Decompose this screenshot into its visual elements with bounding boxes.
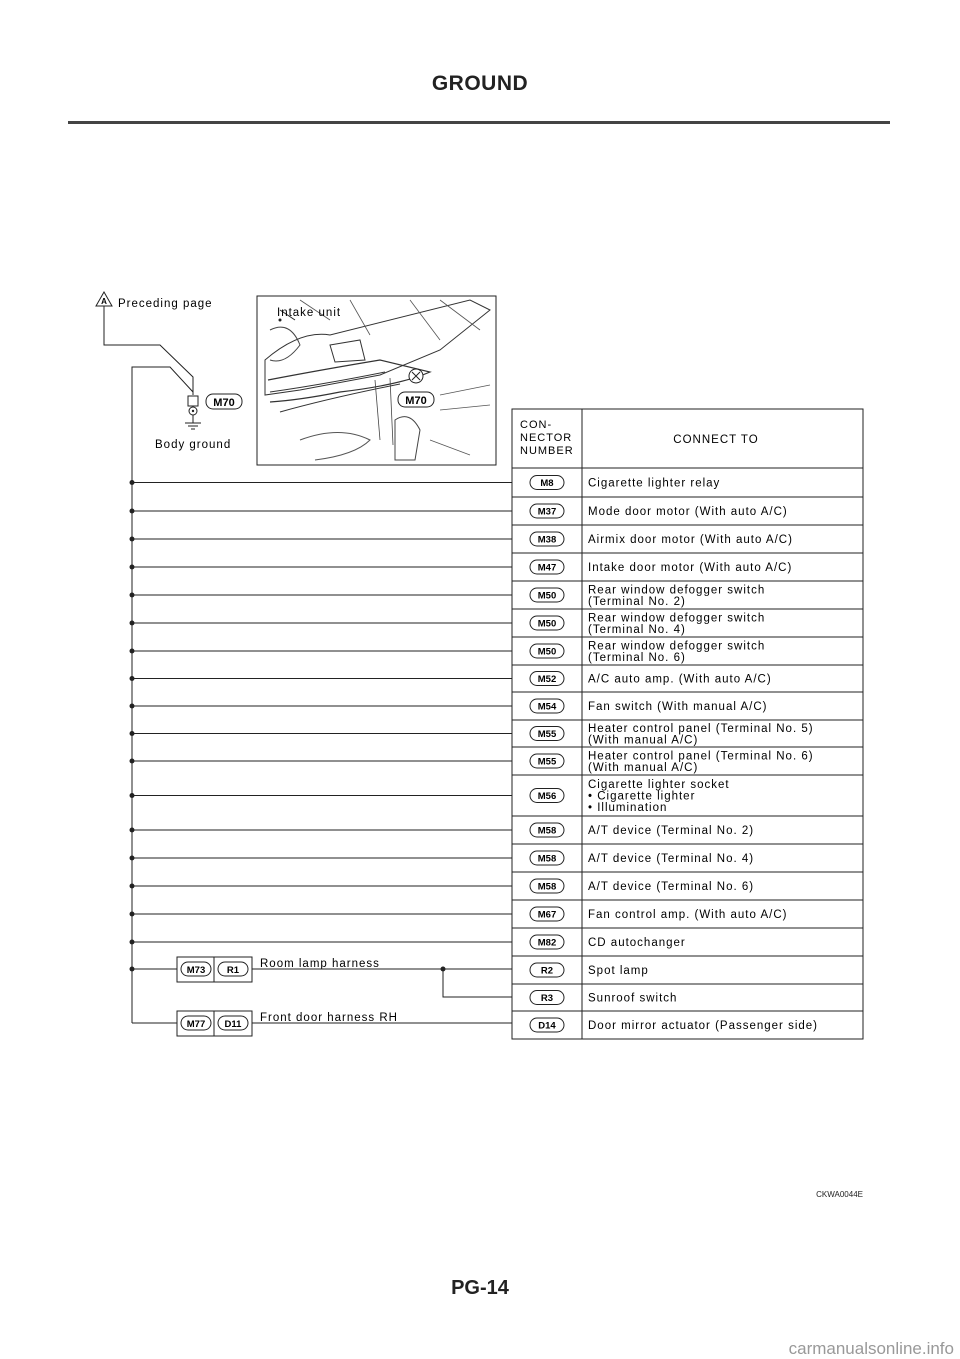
- connect-to-text: A/T device (Terminal No. 4): [588, 853, 755, 865]
- preceding-page-marker: [96, 292, 213, 310]
- connector-code: M52: [537, 674, 557, 685]
- connector-location-photo: [257, 296, 496, 465]
- table-row: [130, 907, 864, 928]
- connect-to-text: CD autochanger: [588, 937, 686, 949]
- harness-right-code: D11: [224, 1019, 242, 1030]
- preceding-page-label: Preceding page: [118, 298, 213, 310]
- table-row: [130, 699, 864, 720]
- body-ground-label: Body ground: [155, 439, 232, 451]
- harness-label: Room lamp harness: [260, 958, 380, 970]
- connect-to-text: Fan switch (With manual A/C): [588, 701, 768, 713]
- splice-dot: [130, 856, 135, 861]
- connect-to-text: Heater control panel (Terminal No. 5): [588, 722, 814, 735]
- table-row: [130, 584, 864, 609]
- connect-to-text: (With manual A/C): [588, 761, 699, 774]
- table-row: [130, 851, 864, 872]
- footer-bar: [0, 1339, 960, 1358]
- splice-dot: [130, 828, 135, 833]
- connect-to-text: A/T device (Terminal No. 6): [588, 881, 755, 893]
- room-lamp-harness: [130, 957, 513, 997]
- harness-right-code: R1: [226, 965, 240, 976]
- connector-code: M37: [537, 506, 557, 518]
- table-row: [130, 504, 864, 525]
- table-rows: [130, 476, 864, 1033]
- table-row: [130, 750, 864, 775]
- ground-connector-code: M70: [213, 397, 235, 409]
- connect-to-text: Airmix door motor (With auto A/C): [588, 534, 793, 546]
- front-door-harness: [132, 1011, 512, 1036]
- connect-to-text: Rear window defogger switch: [588, 612, 766, 625]
- connector-code: D14: [538, 1020, 556, 1032]
- connect-to-text: Sunroof switch: [588, 992, 678, 1005]
- bus-top-wire: [132, 367, 193, 1023]
- connect-to-text: Cigarette lighter relay: [588, 477, 721, 490]
- table-row: [512, 991, 863, 1012]
- header-left-line-3: NUMBER: [520, 445, 574, 457]
- splice-dot: [130, 731, 135, 736]
- splice-dot: [130, 537, 135, 542]
- harness-label: Front door harness RH: [260, 1012, 398, 1024]
- table-row: [130, 476, 864, 498]
- marker-letter: A: [101, 297, 107, 306]
- connector-code: M58: [537, 853, 557, 865]
- connect-to-text: A/C auto amp. (With auto A/C): [588, 673, 772, 686]
- table-row: [130, 532, 864, 553]
- splice-dot: [130, 704, 135, 709]
- photo-connector-code: M70: [405, 395, 427, 407]
- connector-code: M56: [537, 791, 557, 802]
- connector-code: M50: [537, 646, 557, 658]
- connector-code: M58: [537, 825, 557, 837]
- table-row: [130, 612, 864, 637]
- connect-to-text: • Illumination: [588, 802, 668, 814]
- connector-code: M50: [537, 618, 557, 630]
- connector-code: R2: [540, 965, 554, 977]
- splice-dot: [130, 793, 135, 798]
- table-row: [130, 935, 864, 956]
- connector-code: M38: [537, 534, 557, 546]
- table-row: [130, 723, 864, 747]
- connect-to-text: Mode door motor (With auto A/C): [588, 506, 788, 518]
- connector-code: M67: [537, 909, 557, 921]
- connector-code: M47: [537, 562, 557, 574]
- page-title: GROUND: [431, 72, 529, 95]
- table-row: [130, 823, 864, 844]
- splice-dot: [130, 676, 135, 681]
- connect-to-text: Rear window defogger switch: [588, 584, 766, 597]
- table-row: [130, 560, 864, 581]
- splice-dot: [130, 649, 135, 654]
- preceding-wire: [104, 306, 193, 395]
- table-row: [512, 963, 863, 984]
- page-number: PG-14: [451, 1277, 509, 1299]
- header-connect-to: CONNECT TO: [673, 434, 759, 446]
- connect-to-text: Heater control panel (Terminal No. 6): [588, 750, 814, 763]
- splice-dot: [130, 509, 135, 514]
- body-ground-symbol: [155, 394, 242, 451]
- connector-code: R3: [540, 993, 554, 1004]
- connect-to-text: A/T device (Terminal No. 2): [588, 825, 755, 837]
- connect-to-text: Intake door motor (With auto A/C): [588, 562, 793, 574]
- splice-dot: [130, 912, 135, 917]
- connector-code: M8: [540, 478, 554, 489]
- splice-dot: [130, 759, 135, 764]
- header-left-line-1: CON-: [520, 419, 553, 431]
- splice-dot: [130, 884, 135, 889]
- watermark-text: carmanualsonline.info: [788, 1339, 954, 1358]
- connector-code: M58: [537, 881, 557, 893]
- connector-code: M54: [537, 701, 557, 713]
- splice-dot: [130, 593, 135, 598]
- intake-unit-label: Intake unit: [277, 307, 342, 319]
- connector-code: M55: [537, 729, 557, 740]
- connect-to-text: • Cigarette lighter: [588, 790, 696, 803]
- connect-to-text: (Terminal No. 4): [588, 623, 686, 636]
- table-row: [130, 879, 864, 900]
- connect-to-text: (Terminal No. 2): [588, 595, 686, 608]
- connector-code: M55: [537, 756, 557, 768]
- harness-left-code: M77: [186, 1019, 206, 1030]
- connector-code: M82: [537, 937, 557, 949]
- table-row: [530, 1018, 818, 1032]
- connect-to-text: (With manual A/C): [588, 734, 699, 747]
- connect-to-text: Fan control amp. (With auto A/C): [588, 909, 788, 921]
- table-row: [130, 779, 864, 816]
- table-row: [130, 640, 864, 665]
- header-left-line-2: NECTOR: [520, 432, 573, 444]
- connect-to-text: Spot lamp: [588, 965, 649, 977]
- splice-dot: [130, 940, 135, 945]
- harness-left-code: M73: [186, 965, 206, 976]
- splice-dot: [130, 621, 135, 626]
- connect-to-text: Cigarette lighter socket: [588, 779, 730, 791]
- splice-dot: [130, 565, 135, 570]
- connect-to-text: Rear window defogger switch: [588, 640, 766, 653]
- table-row: [130, 672, 864, 693]
- connect-to-text: Door mirror actuator (Passenger side): [588, 1020, 819, 1032]
- figure-code: CKWA0044E: [816, 1190, 863, 1199]
- splice-dot: [130, 480, 135, 485]
- connect-to-text: (Terminal No. 6): [588, 651, 686, 664]
- connector-code: M50: [537, 590, 557, 602]
